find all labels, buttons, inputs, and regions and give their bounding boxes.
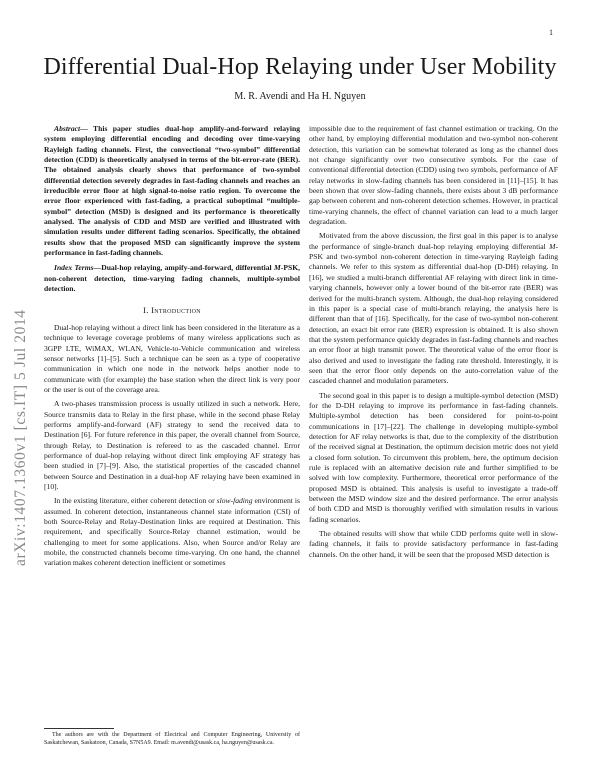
paper-title: Differential Dual-Hop Relaying under User Mobility	[43, 54, 557, 80]
index-terms-text-pre: —Dual-hop relaying, ampify-and-forward, differential	[93, 263, 275, 273]
paragraph-text-post: environment is assumed. In coherent detection, instantaneous channel state information (CSI) of both Source-Relay and Relay-Destination links are required at Destination. This requirement, and specifically Source-Relay channel estimation, would be challenging to meet for some applications. Also, when Source and/or Relay are mobile, the constructed channels become time-varying. On one hand, the channel variation makes coherent detection inefficient or sometimes	[44, 496, 300, 568]
paragraph	[44, 496, 300, 568]
page-number: 1	[549, 28, 553, 37]
arxiv-identifier: arXiv:1407.1360v1 [cs.IT] 5 Jul 2014	[12, 309, 29, 566]
paragraph-italic: slow-fading	[216, 496, 253, 506]
author-footnote: The authors are with the Department of Electrical and Computer Engineering, University of Saskatchewan, Saskatoon, Canada, S7N5A9. Email: m.avendi@usask.ca, ha.nguyen@usask.ca.	[44, 732, 300, 746]
footnote-area	[44, 728, 300, 747]
left-column	[44, 124, 300, 569]
index-terms-lead: Index Terms	[54, 263, 94, 273]
index-terms-text-post: -PSK, non-coherent detection, time-varying fading channels, multiple-symbol detection.	[44, 263, 300, 294]
paragraph-text-post: -PSK and two-symbol non-coherent detection in time-varying Rayleigh fading channels. We refer to this system as differential dual-hop (D-DH) relaying. In [16], we studied a multi-branch differential AF relaying with direct link in time-varying channels, however only a lower bound of the bit-error rate (BER) was derived for the multi-branch system. Although, the dual-hop relaying considered in this paper is a special case of multi-branch relaying, the analysis here is different than that of [16]. Specifically, for the case of two-symbol non-coherent detection, an exact bit error rate (BER) expression is obtained. It is also shown that the system performance quickly degrades in fast-fading channels and reaches an error floor at high transmit power. The theoretical value of the error floor is also derived and used to investigate the fading rate threshold. Interestingly, it is seen that the error floor only depends on the auto-correlation value of the cascaded channel and modulation parameters.	[309, 241, 558, 386]
paper-authors: M. R. Avendi and Ha H. Nguyen	[234, 91, 366, 102]
abstract-text: — This paper studies dual-hop amplify-and-forward relaying system employing differential encoding and decoding over time-varying Rayleigh fading channels. First, the convectional “two-symbol” differential detection (CDD) is theoretically analysed in terms of the bit-error-rate (BER). The obtained analysis clearly shows that performance of two-symbol differential detection severely degrades in fast-fading channels and reaches an irreducible error floor at high signal-to-noise ratio region. To overcome the error floor experienced with fast-fading, a practical suboptimal “multiple-symbol” detection (MSD) is designed and its performance is theoretically analysed. The analysis of CDD and MSD are verified and illustrated with simulation results under different fading scenarios. Specifically, the obtained results show that the proposed MSD can significantly improve the system performance in fast-fading channels.	[44, 124, 300, 258]
paragraph: impossible due to the requirement of fast channel estimation or tracking. On the other hand, by employing differential modulation and two-symbol non-coherent detection, this variation can be somewhat tolerated as long as the channel does not change significantly over two consecutive symbols. For the case of conventional differential detection (CDD) using two symbols, performance of AF relay networks in slow-fading channels has been considered in [11]–[15]. It has been shown that over slow-fading channels, there exists about 3 dB performance gap between coherent and non-coherent detection schemes. However, in practical time-varying channels, the effect of channel variation can lead to a much larger degradation.	[309, 124, 558, 227]
abstract	[44, 124, 300, 258]
paragraph-math: M	[549, 241, 556, 251]
right-column	[309, 124, 558, 560]
paragraph-text-pre: Motivated from the above discussion, the first goal in this paper is to analyse the performance of single-branch dual-hop relaying employing differential	[309, 231, 558, 251]
index-terms	[44, 263, 300, 294]
paragraph-text-pre: In the existing literature, either coherent detection or	[54, 496, 217, 506]
section-heading-introduction: I. Introduction	[143, 304, 201, 315]
paragraph: A two-phases transmission process is usually utilized in such a network. Here, Source transmits data to Relay in the first phase, while in the second phase Relay performs amplify-and-forward (AF) strategy to send the received data to Destination [6]. For future reference in this paper, the overall channel from Source, through Relay, to Destination is refereed to as the cascaded channel. Error performance of dual-hop relaying without direct link employing AF strategy has been studied in [7]–[9]. Also, the statistical properties of the cascaded channel between Source and Destination in a dual-hop AF relaying have been examined in [10].	[44, 399, 300, 491]
paragraph	[309, 231, 558, 386]
footnote-rule	[44, 728, 114, 729]
intro-body-left	[44, 323, 300, 569]
index-terms-math: M	[274, 263, 281, 273]
paragraph: The second goal in this paper is to design a multiple-symbol detection (MSD) for the D-DH relaying to improve its performance in fast-fading channels. Multiple-symbol detection has been considered for point-to-point communications in [17]–[22]. The challenge in developing multiple-symbol detection for AF relay networks is that, due to the complexity of the distribution of the received signal at Destination, the optimum decision metric does not yield a closed form solution. To circumvent this problem, here, the optimum decision rule is replaced with an alternative decision rule and further simplified to be solved with low complexity. Furthermore, theoretical error performance of the proposed MSD is obtained. This analysis is useful to investigate a trade-off between the MSD window size and the desired performance. The error analysis of both CDD and MSD is thoroughly verified with simulation results in various fading scenarios.	[309, 390, 558, 524]
abstract-lead: Abstract	[54, 124, 81, 133]
intro-body-right	[309, 124, 558, 560]
paragraph: The obtained results will show that while CDD performs quite well in slow-fading channels, it fails to provide satisfactory performance in fast-fading channels. On the other hand, it will be seen that the proposed MSD detection is	[309, 529, 558, 559]
paragraph: Dual-hop relaying without a direct link has been considered in the literature as a technique to leverage coverage problems of many wireless applications such as 3GPP LTE, WiMAX, WLAN, Vehicle-to-Vehicle communication and wireless sensor networks [1]–[5]. Such a technique can be seen as a type of cooperative communication in which one node in the network helps another node to communicate with (for example) the base station when the direct link is very poor or the user is out of the coverage area.	[44, 322, 300, 394]
